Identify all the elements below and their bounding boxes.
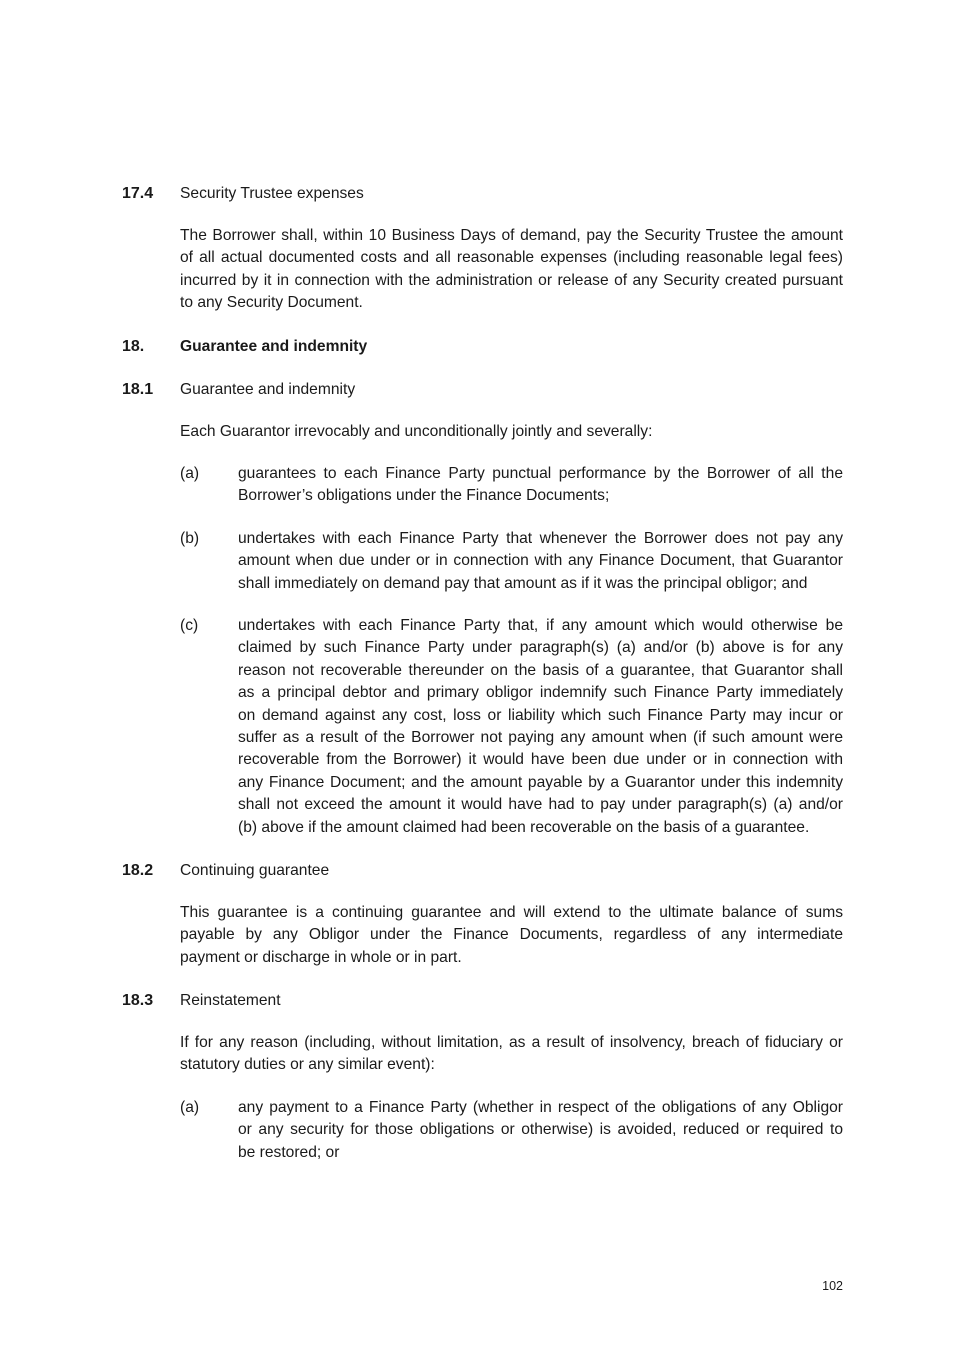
text-line: as a principal debtor and primary obligor indemnify such Finance Party immediately <box>238 684 843 702</box>
section-title: Continuing guarantee <box>180 862 330 879</box>
text-line: undertakes with each Finance Party that whenever the Borrower does not pay any <box>238 530 843 547</box>
list-item-label: (c) <box>180 617 199 634</box>
text-line: This guarantee is a continuing guarantee and will extend to the ultimate balance of sums <box>180 904 843 921</box>
page-number: 102 <box>822 1279 843 1293</box>
list-item-text <box>238 463 843 508</box>
text-line: be restored; or <box>238 1143 340 1161</box>
list-item-text <box>238 528 843 595</box>
text-line: (b) above if the amount claimed had been recoverable on the basis of a guarantee. <box>238 818 810 836</box>
text-line: payment or discharge in whole or in part. <box>180 948 462 966</box>
text-line: reason not recoverable thereunder on the basis of a guarantee, that Guarantor shall <box>238 661 843 679</box>
text-line: undertakes with each Finance Party that, if any amount which would otherwise be <box>238 617 843 634</box>
text-line: on demand against any cost, loss or liability which such Finance Party may incur or <box>238 706 843 724</box>
section-number: 18.2 <box>122 862 154 879</box>
section-title: Reinstatement <box>180 992 281 1009</box>
section-number: 18. <box>122 338 145 355</box>
text-line: The Borrower shall, within 10 Business Days of demand, pay the Security Trustee the amount <box>180 227 843 244</box>
text-line: Borrower’s obligations under the Finance Documents; <box>238 487 610 505</box>
text-line: shall immediately on demand pay that amount as if it was the principal obligor; and <box>238 574 808 592</box>
section-number: 17.4 <box>122 185 154 202</box>
text-line: shall not exceed the amount it would have had to pay under paragraph(s) (a) and/or <box>238 796 843 814</box>
text-line: recoverable from the Borrower) it would have been due under or in connection with <box>238 751 843 769</box>
text-line: Each Guarantor irrevocably and unconditionally jointly and severally: <box>180 423 653 440</box>
list-item-text <box>238 1097 843 1164</box>
section-title: Guarantee and indemnity <box>180 381 356 398</box>
text-line: guarantees to each Finance Party punctual performance by the Borrower of all the <box>238 465 843 482</box>
text-line: incurred by it in connection with the administration or release of any Security created pursuant <box>180 271 843 289</box>
section-number: 18.1 <box>122 381 154 398</box>
text-line: any payment to a Finance Party (whether in respect of the obligations of any Obligor <box>238 1099 843 1116</box>
text-line: claimed by such Finance Party under paragraph(s) (a) and/or (b) above is for any <box>238 639 843 657</box>
section-title: Guarantee and indemnity <box>180 338 368 355</box>
list-item-text <box>238 615 843 839</box>
text-line: payable by any Obligor under the Finance Documents, regardless of any intermediate <box>180 926 843 944</box>
text-line: amount when due under or in connection with any Finance Document, that Guarantor <box>238 552 843 570</box>
paragraph <box>180 421 843 443</box>
section-title: Security Trustee expenses <box>180 185 364 202</box>
section-number: 18.3 <box>122 992 154 1009</box>
text-line: to any Security Document. <box>180 294 363 312</box>
paragraph <box>180 1032 843 1077</box>
text-line: of all actual documented costs and all reasonable expenses (including reasonable legal fees) <box>180 249 843 267</box>
text-line: any Finance Document; and the amount payable by a Guarantor under this indemnity <box>238 773 843 791</box>
list-item-label: (a) <box>180 465 200 482</box>
paragraph <box>180 225 843 315</box>
paragraph <box>180 902 843 969</box>
text-line: or any security for those obligations or otherwise) is avoided, reduced or required to <box>238 1121 843 1139</box>
text-line: If for any reason (including, without limitation, as a result of insolvency, breach of fiduciary or <box>180 1034 843 1051</box>
list-item-label: (b) <box>180 530 200 547</box>
list-item-label: (a) <box>180 1099 200 1116</box>
text-line: statutory duties or any similar event): <box>180 1056 435 1074</box>
text-line: suffer as a result of the Borrower not paying any amount when (if such amount were <box>238 728 843 746</box>
